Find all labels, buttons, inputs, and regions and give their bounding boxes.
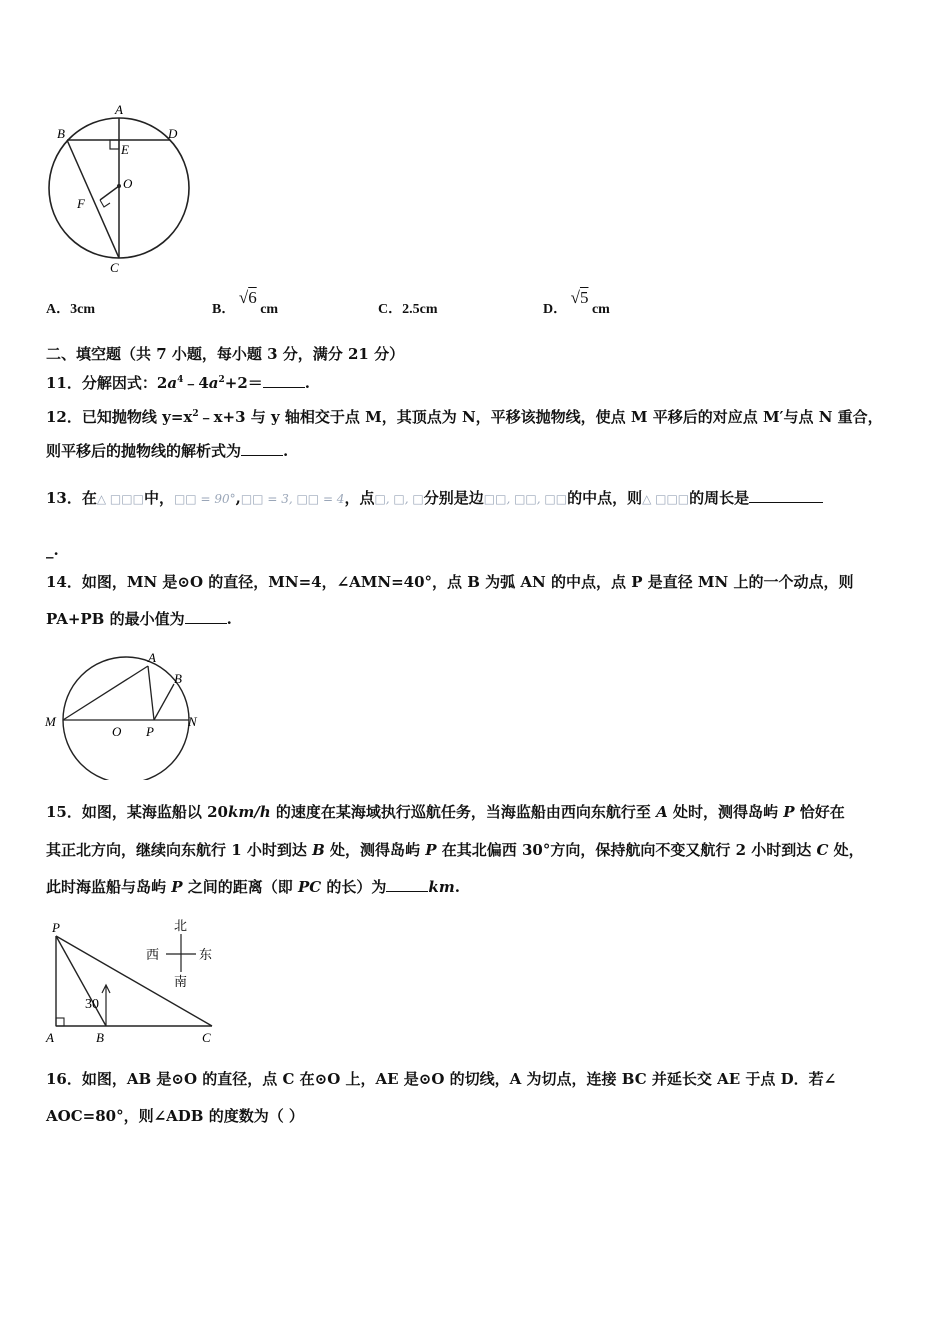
question-11: 11．分解因式：$2a^4﹣4a^2+2=$ .: [46, 374, 311, 392]
answer-blank: [386, 877, 428, 892]
label-a: A: [148, 650, 156, 665]
compass-north: 北: [174, 918, 188, 933]
option-b: B． √6 cm: [212, 288, 279, 317]
side-pb: [56, 936, 106, 1026]
right-angle-f: [100, 200, 110, 207]
question-16-line1: 16．如图，AB 是⊙O 的直径，点 C 在⊙O 上，AE 是⊙O 的切线，A 为切点，连接 BC 并延长交 AE 于点 D．若∠: [46, 1070, 837, 1088]
question-12-line1: 12．已知抛物线 $y=x^2﹣x+3$ 与 y 轴相交于点 M，其顶点为 N，平移该抛物线，使点 M 平移后的对应点 M′与点 N 重合，: [46, 408, 883, 426]
question-14-line2: PA+PB 的最小值为 .: [46, 610, 232, 628]
question-15-line2: 其正北方向，继续向东航行 1 小时到达 B 处，测得岛屿 P 在其北偏西 30°方向，保持航向不变又航行 2 小时到达 C 处，: [46, 841, 864, 859]
question-15-line1: 15．如图，某海监船以 20km/h 的速度在某海域执行巡航任务，当海监船由西向东航行至 A 处时，测得岛屿 P 恰好在: [46, 803, 845, 821]
question-15-line3: 此时海监船与岛屿 P 之间的距离（即 PC 的长）为 km.: [46, 878, 460, 896]
figure-circle-diameter: [44, 648, 200, 780]
segment-bp: [154, 684, 174, 720]
compass-south: 南: [174, 974, 188, 989]
right-angle-e: [110, 140, 119, 149]
label-o: O: [112, 724, 122, 739]
segment-of: [100, 186, 119, 200]
label-b: B: [174, 671, 182, 686]
label-a: A: [46, 1030, 54, 1045]
answer-blank: [263, 373, 305, 388]
question-12-line2: 则平移后的抛物线的解析式为 .: [46, 442, 289, 460]
label-c: C: [202, 1030, 211, 1045]
question-14-line1: 14．如图，MN 是⊙O 的直径，MN=4，∠AMN=40°，点 B 为弧 AN 的中点，点 P 是直径 MN 上的一个动点，则: [46, 573, 854, 591]
label-m: M: [45, 714, 56, 729]
section-heading: 二、填空题（共 7 小题，每小题 3 分，满分 21 分）: [46, 345, 405, 363]
label-o: O: [123, 176, 133, 191]
right-angle-a: [56, 1018, 64, 1026]
circle: [63, 657, 189, 780]
label-b: B: [96, 1030, 104, 1045]
option-d: D． √5 cm: [543, 288, 610, 317]
center-point: [117, 184, 121, 188]
label-e: E: [121, 142, 129, 157]
answer-blank: [241, 441, 283, 456]
label-p: P: [146, 724, 154, 739]
question-16-line2: AOC=80°，则∠ADB 的度数为（ ）: [46, 1107, 304, 1125]
option-a: A．3cm: [46, 302, 96, 317]
chord-ma: [63, 666, 148, 720]
label-n: N: [188, 714, 197, 729]
label-d: D: [168, 126, 178, 141]
compass-east: 东: [199, 947, 213, 962]
chord-bc: [67, 140, 119, 258]
side-pc: [56, 936, 212, 1026]
answer-blank: [185, 609, 227, 624]
option-c: C．2.5cm: [378, 302, 438, 317]
label-a: A: [115, 102, 123, 117]
label-angle: 30: [85, 997, 99, 1012]
segment-ap: [148, 666, 154, 720]
label-p: P: [52, 920, 60, 935]
label-f: F: [77, 196, 85, 211]
figure-circle-chord: [44, 100, 194, 275]
question-13-line1: 13．在△ □□□中，□□ = 90°,□□ = 3, □□ = 4，点□, □, □分别是边□□, □□, □□的中点，则△ □□□的周长是: [46, 488, 823, 509]
answer-blank: [749, 488, 823, 503]
question-13-line2: _.: [46, 541, 59, 559]
compass-west: 西: [146, 947, 160, 962]
label-c: C: [110, 260, 119, 275]
figure-navigation-triangle: [44, 914, 224, 1048]
label-b: B: [57, 126, 65, 141]
